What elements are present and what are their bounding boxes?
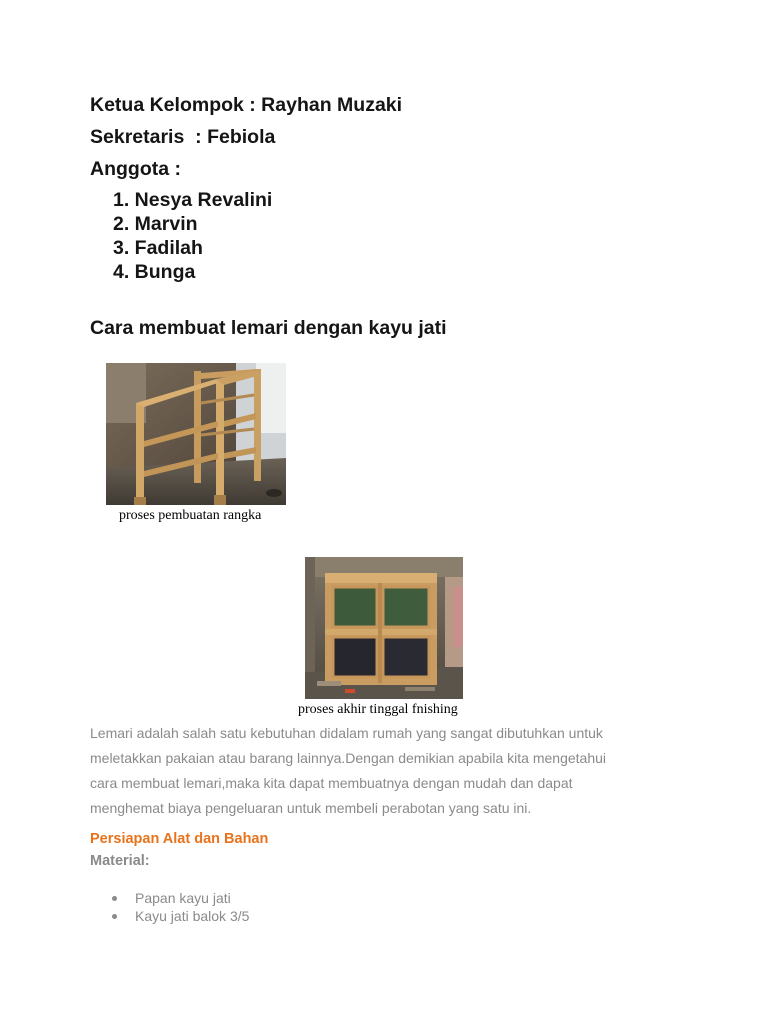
secretary-line: Sekretaris : Febiola [90,126,276,148]
member-item: 2. Marvin [113,213,198,235]
materials-list [112,889,249,925]
figure-caption: proses pembuatan rangka [119,508,262,523]
paragraph-line: meletakkan pakaian atau barang lainnya.Dengan demikian apabila kita mengetahui [90,750,607,766]
paragraph-line: Lemari adalah salah satu kebutuhan didalam rumah yang sangat dibutuhkan untuk [90,725,603,741]
section-title: Cara membuat lemari dengan kayu jati [90,317,447,339]
material-label: Material: [90,853,150,869]
list-item-label: Kayu jati balok 3/5 [135,908,250,924]
paragraph-line: menghemat biaya pengeluaran untuk membeli perabotan yang satu ini. [90,800,532,816]
preparation-heading: Persiapan Alat dan Bahan [90,831,269,847]
intro-paragraph [90,721,670,821]
members-label: Anggota : [90,158,181,180]
member-item: 4. Bunga [113,261,196,283]
member-item: 3. Fadilah [113,237,203,259]
group-leader-line: Ketua Kelompok : Rayhan Muzaki [90,94,403,116]
member-item: 1. Nesya Revalini [113,189,273,211]
bullet-icon [112,896,117,901]
list-item [112,889,249,907]
list-item-label: Papan kayu jati [135,890,231,906]
frame-construction-photo [106,363,286,505]
list-item [112,907,249,925]
figure-caption: proses akhir tinggal fnishing [298,702,458,717]
paragraph-line: cara membuat lemari,maka kita dapat membuatnya dengan mudah dan dapat [90,775,573,791]
bullet-icon [112,914,117,919]
finished-cabinet-photo [305,557,463,699]
